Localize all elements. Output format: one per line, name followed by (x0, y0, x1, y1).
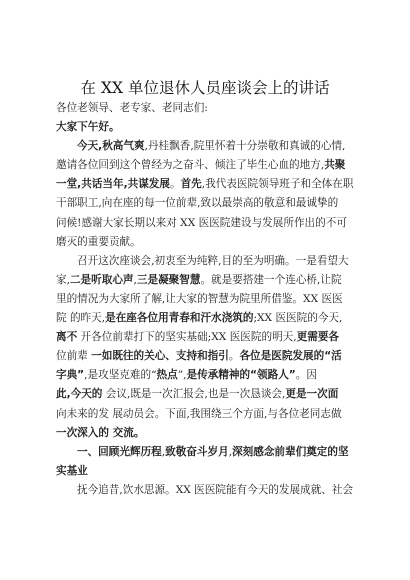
text-run: 各位是医院发展的“活 (239, 350, 342, 363)
salutation: 各位老领导、老专家、老同志们: (56, 102, 208, 114)
text-run: 更需要各 (296, 331, 340, 344)
text-run: 首先 (180, 178, 202, 191)
text-run: 家, (56, 273, 70, 286)
greeting: 大家下午好。 (56, 121, 120, 134)
text-line (56, 194, 366, 213)
text-run: 院 的昨天, (56, 312, 106, 325)
text-line (56, 385, 366, 404)
text-line (56, 481, 366, 500)
text-run: 是在座各位用青春和汗水浇筑的 (105, 312, 254, 325)
text-run: 三是凝聚智慧 (136, 273, 201, 286)
text-line (56, 233, 366, 252)
text-run: 一、回顾光辉历程 (77, 445, 162, 458)
text-run: , (228, 445, 233, 458)
text-run: 。 (170, 178, 181, 191)
text-run: 开各位前辈打下的坚实基础;XX 医医院的明天, (77, 331, 297, 344)
text-line (56, 424, 366, 443)
text-line (56, 252, 366, 271)
text-run: , (133, 273, 137, 286)
text-run: 向未来的发 展动员会。下面,我围绕三个方面,与各位老同志做 (56, 407, 342, 420)
text-run: ,是攻坚克难的“ (84, 369, 157, 382)
text-run: 。因 (295, 369, 317, 382)
text-run: 会议,既是一次汇报会,也是一次恳谈会, (102, 388, 286, 401)
text-run: 位前辈 (56, 350, 92, 363)
text-run: 一如既往的关心、支持和指引 (91, 350, 229, 363)
text-run: 离不 (56, 331, 78, 344)
text-run: 深刻感念前辈们奠定的坚 (232, 445, 349, 458)
text-run: 干部职工,向在座的每一位前辈,致以最崇高的敬意和最诚挚的 (56, 197, 339, 210)
text-line (56, 405, 366, 424)
text-line (56, 443, 366, 462)
text-run: 问候!感谢大家长期以来对 XX 医医院建设与发展所作出的不可 (56, 216, 347, 229)
text-run: 里的情况为大家所了解,让大家的智慧为院里所借鉴。XX 医医 (56, 292, 343, 305)
text-run: ,丹桂飘香,院里怀着十分崇敬和真诚的心情, (144, 140, 346, 153)
text-run: 磨灭的重要贡献。 (56, 235, 141, 248)
paragraph-3 (56, 481, 366, 500)
text-line (56, 290, 366, 309)
text-line (56, 347, 366, 366)
text-line (56, 271, 366, 290)
text-line (56, 366, 366, 385)
text-line (56, 214, 366, 233)
text-run: , (161, 445, 166, 458)
text-run: 邀请各位回到这个曾经为之奋斗、倾注了毕生心血的地方, (56, 159, 325, 172)
text-run: ”, (177, 369, 187, 382)
text-run: 是传承精神的“领路人” (186, 369, 296, 382)
paragraph-2 (56, 252, 366, 443)
paragraph-1 (56, 137, 366, 252)
text-run: 共聚 (324, 159, 346, 172)
text-run: 召开这次座谈会,初衷至为纯粹,目的至为明确。一是看望大 (77, 254, 349, 267)
text-line (56, 328, 366, 347)
text-line (56, 309, 366, 328)
section-heading-1 (56, 443, 366, 481)
text-run: 。 (228, 350, 240, 363)
text-run: 热点 (156, 369, 178, 382)
text-run: 二是听取心声 (69, 273, 134, 286)
document-body (56, 99, 366, 500)
document-title: 在 XX 单位退休人员座谈会上的讲话 (80, 79, 330, 97)
text-run: 今天,秋高气爽 (77, 140, 145, 153)
text-line (56, 137, 366, 156)
text-run: 字典” (56, 369, 85, 382)
text-run: 更是一次面 (285, 388, 339, 401)
text-line (56, 156, 366, 175)
text-run: 此,今天的 (56, 388, 103, 401)
text-run: 一次深入的 交流。 (56, 426, 145, 439)
text-run: ;XX 医医院的今天, (253, 312, 343, 325)
text-run: ,我代表医院领导班子和全体在职 (201, 178, 354, 191)
text-run: 抚今追昔,饮水思源。XX 医医院能有今天的发展成就、社会 (77, 483, 354, 496)
text-run: 致敬奋斗岁月 (165, 445, 229, 458)
text-run: 实基业 (56, 464, 88, 477)
text-line (56, 462, 366, 481)
text-run: 。就是要搭建一个连心桥,让院 (200, 273, 342, 286)
text-run: 一堂,共话当年,共谋发展 (56, 178, 170, 191)
text-line (56, 175, 366, 194)
